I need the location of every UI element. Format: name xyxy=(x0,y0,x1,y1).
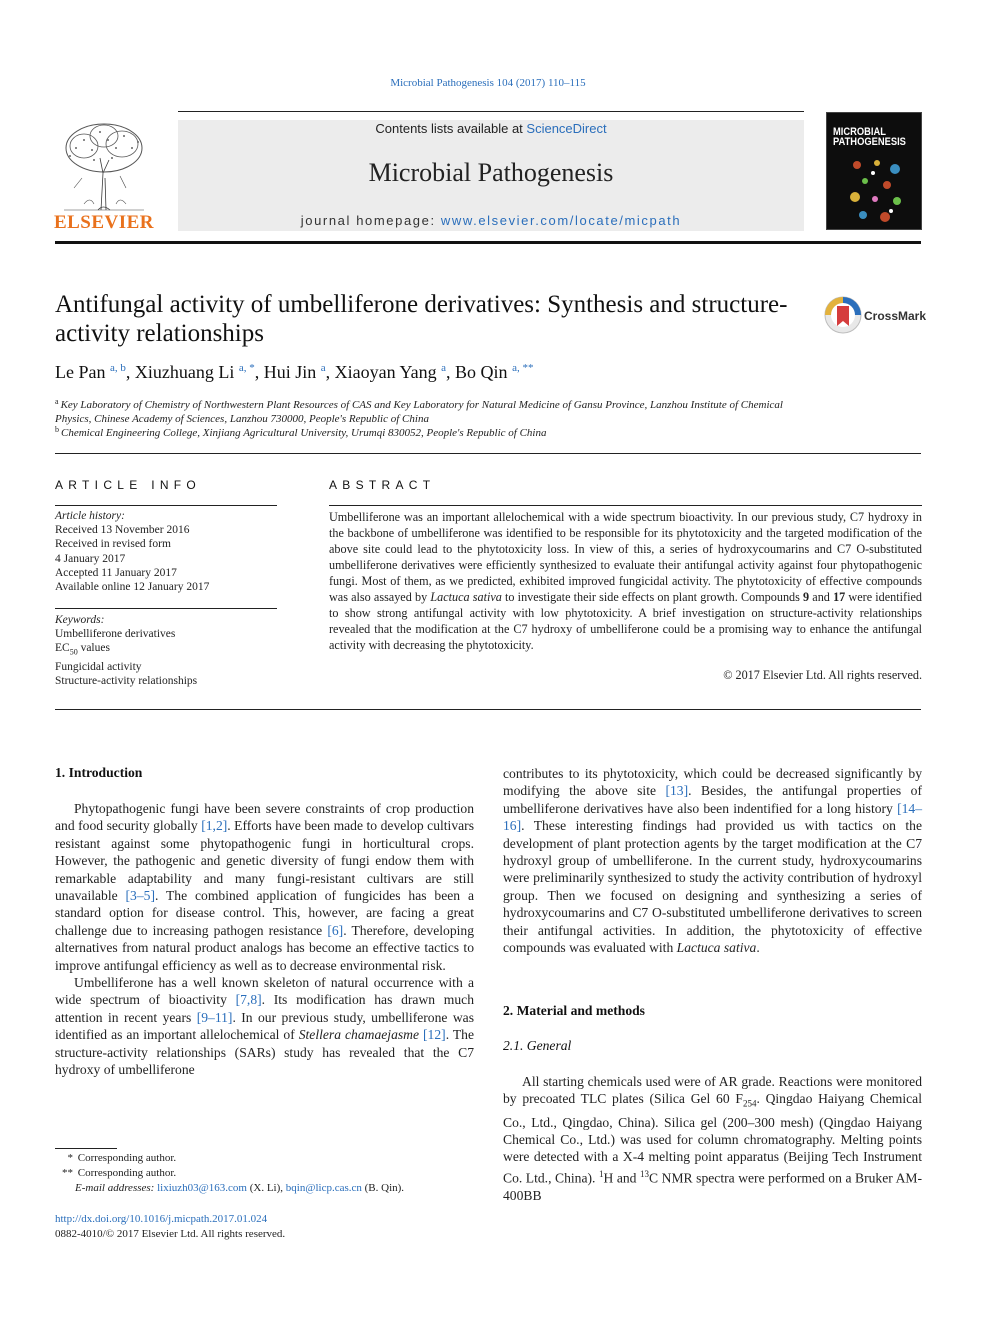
history-label: Article history: xyxy=(55,510,125,522)
species-name: Stellera chamaejasme xyxy=(298,1027,420,1043)
affiliation-text: Key Laboratory of Chemistry of Northwestern Plant Resources of CAS and Key Laboratory for Natural Medicine of Gansu Province, Lanzhou Institute of Chemical Physics, Chinese Academy of Sciences, Lanzhou 730000, People's Republic of China xyxy=(55,399,783,425)
body-right-column xyxy=(503,765,922,956)
issn-copyright: 0882-4010/© 2017 Elsevier Ltd. All rights reserved. xyxy=(55,1228,286,1240)
reference-link[interactable]: [14–16] xyxy=(503,800,922,834)
author-separator: , xyxy=(446,362,456,382)
journal-name: Microbial Pathogenesis xyxy=(368,158,614,187)
author-bo-qin[interactable] xyxy=(455,362,533,382)
keywords-rule xyxy=(55,608,277,609)
author-name: Xiaoyan Yang xyxy=(334,362,437,382)
text-run: H and xyxy=(603,1170,641,1186)
history-online: Available online 12 January 2017 xyxy=(55,581,210,594)
author-name: Bo Qin xyxy=(455,362,508,382)
header-rule xyxy=(178,111,804,112)
contents-prefix: Contents lists available at xyxy=(375,121,527,136)
text-run: . In our previous study, umbelliferone was identified as an important allelochemical of xyxy=(55,1009,474,1043)
affiliation-mark: b xyxy=(55,425,59,434)
body-left-column xyxy=(55,800,474,1079)
article-identifiers xyxy=(55,1212,475,1242)
abstract-rule xyxy=(329,505,922,506)
footnote-corresponding-2 xyxy=(55,1166,475,1181)
journal-citation[interactable]: Microbial Pathogenesis 104 (2017) 110–115 xyxy=(390,77,586,89)
keyword-item xyxy=(55,641,277,660)
journal-homepage-line xyxy=(178,213,804,228)
author-xiuzhuang-li[interactable] xyxy=(135,362,255,382)
crossmark-icon xyxy=(824,296,862,334)
doi-link[interactable]: http://dx.doi.org/10.1016/j.micpath.2017.01.024 xyxy=(55,1213,268,1225)
methods-paragraph-1 xyxy=(503,1073,922,1204)
author-separator: , xyxy=(125,362,135,382)
reference-link[interactable]: [6] xyxy=(327,922,344,938)
section-1-title: 1. Introduction xyxy=(55,765,143,780)
affiliation-b xyxy=(55,423,815,440)
abstract-end-rule xyxy=(55,709,921,710)
author-affil-mark[interactable]: a, * xyxy=(238,362,255,374)
affiliation-text: Chemical Engineering College, Xinjiang Agricultural University, Urumqi 830052, People's Republic of China xyxy=(61,427,547,439)
header-thick-rule xyxy=(55,241,921,244)
cover-microbe-art-icon xyxy=(847,155,905,225)
compound-9: 9 xyxy=(803,590,810,604)
keyword-item: Umbelliferone derivatives xyxy=(55,628,176,641)
email-link-qin[interactable]: bqin@licp.cas.cn xyxy=(285,1182,362,1194)
author-separator: , xyxy=(254,362,264,382)
text-run: . Qingdao Haiyang Chemical Co., Ltd., Qingdao, China). Silica gel (200–300 mesh) (Qingdao Haiyang Chemical Co., Ltd.) was used for column chromatography. Melting points were detected with a X-4 melting point apparatus (Beijing Tech Instrument Co. Ltd., China). xyxy=(503,1091,922,1186)
author-name: Hui Jin xyxy=(263,362,317,382)
elsevier-logo[interactable] xyxy=(52,118,156,233)
cover-title xyxy=(833,127,906,147)
section-2-title: 2. Material and methods xyxy=(503,1003,645,1018)
sciencedirect-link[interactable]: ScienceDirect xyxy=(526,121,607,136)
abstract-text xyxy=(329,509,922,653)
text-run: . The combined application of fungicides has been a standard option for disease control. This, however, are facing a great challenge due to increasing pathogen resistance xyxy=(55,888,474,938)
contents-available-line xyxy=(178,121,804,136)
text-run: . Besides, the antifungal properties of umbelliferone derivatives have also been indentified for a long history xyxy=(503,783,922,816)
reference-link[interactable]: [7,8] xyxy=(235,992,262,1008)
section-2-1-title: 2.1. General xyxy=(503,1038,572,1053)
text-run: . xyxy=(756,940,760,956)
text-run: Umbelliferone has a well known skeleton of natural occurrence with a wide spectrum of bioactivity xyxy=(55,975,474,1008)
email-label: E-mail addresses: xyxy=(75,1182,155,1194)
footnote-mark: ** xyxy=(62,1167,73,1179)
journal-homepage-link[interactable]: www.elsevier.com/locate/micpath xyxy=(440,213,682,228)
email-owner: (B. Qin). xyxy=(361,1182,405,1194)
history-received: Received 13 November 2016 xyxy=(55,524,190,537)
text-run: . The structure-activity relationships (SARs) study has revealed that the C7 hydroxy of umbelliferone xyxy=(55,1027,474,1078)
abstract-part: were identified to show strong antifungal activity with low phytotoxicity. A brief investigation on structure-activity relationships revealed that the modification at the C7 hydroxy of umbelliferone could be a promising way to enhance the antifungal activity with decreasing the phytotoxicity. xyxy=(329,590,922,652)
abstract-species: Lactuca sativa xyxy=(430,590,502,604)
keyword-item: Fungicidal activity xyxy=(55,660,142,673)
text-run: Phytopathogenic fungi have been severe constraints of crop production and food security globally xyxy=(55,801,474,834)
footnote-mark: * xyxy=(67,1152,73,1164)
footnotes xyxy=(55,1151,475,1196)
intro-paragraph-3 xyxy=(503,765,922,956)
footnote-emails xyxy=(55,1181,475,1196)
abstract-part: Umbelliferone was an important allelochemical with a wide spectrum bioactivity. In our previous study, C7 hydroxy in the backbone of umbelliferone was identified to be responsible for its phytotoxicity and the targeted modification of the above site could lead to the phytotoxicity loss. In view of this, a series of hydroxycoumarins and C7 O-substituted umbelliferone derivatives were efficiently synthesized to evaluate their antifungal activity against four phytopathogenic fungi. Most of them, as we predicted, exhibited improved fungicidal activity. The phytotoxicity of effective compounds was also assayed by xyxy=(329,510,922,604)
reference-link[interactable]: [9–11] xyxy=(196,1009,233,1025)
crossmark-badge[interactable] xyxy=(824,296,927,336)
author-affil-mark[interactable]: a, b xyxy=(109,362,126,374)
journal-cover[interactable] xyxy=(826,112,922,230)
history-revised-date: 4 January 2017 xyxy=(55,552,126,565)
affiliation-rule xyxy=(55,453,921,454)
article-info-heading: ARTICLE INFO xyxy=(55,478,202,492)
history-revised-label: Received in revised form xyxy=(55,538,171,551)
keyword-item: Structure-activity relationships xyxy=(55,675,198,688)
author-separator: , xyxy=(325,362,335,382)
text-run: . Its modification has drawn much attention in recent years xyxy=(55,992,474,1025)
crossmark-label: CrossMark xyxy=(864,309,927,323)
author-list xyxy=(55,362,915,383)
compound-17: 17 xyxy=(833,590,846,604)
footnote-text: Corresponding author. xyxy=(77,1167,177,1179)
affiliation-mark: a xyxy=(55,397,59,406)
article-title: Antifungal activity of umbelliferone derivatives: Synthesis and structure-activity relationships xyxy=(55,291,788,347)
journal-masthead xyxy=(178,120,804,231)
keyword-subscript: 50 xyxy=(69,647,78,657)
reference-link[interactable]: [1,2] xyxy=(201,818,228,834)
footnote-rule xyxy=(55,1148,117,1149)
text-run: . Efforts have been made to develop cultivars resistant against some phytopathogenic fungi in horticultural crops. However, the pathogenic and genetic diversity of fungi endow them with remarkable adaptability and many fungi-resistant cultivars are still unavailable xyxy=(55,818,474,904)
cover-title-line1: MICROBIAL xyxy=(833,126,886,138)
author-le-pan[interactable] xyxy=(55,362,126,382)
article-info-rule xyxy=(55,505,277,506)
author-affil-mark[interactable]: a xyxy=(320,362,326,374)
author-hui-jin[interactable] xyxy=(264,362,326,382)
species-name: Lactuca sativa xyxy=(676,940,757,956)
abstract-part: and xyxy=(809,590,834,604)
email-owner: (X. Li), xyxy=(246,1182,286,1194)
author-name: Le Pan xyxy=(55,362,106,382)
text-run: . Therefore, developing alternatives from natural product analogs has become an effective tactics to improve antifungal efficiency as well as to decrease environmental risk. xyxy=(55,922,474,973)
reference-link[interactable]: [3–5] xyxy=(125,888,155,904)
author-name: Xiuzhuang Li xyxy=(134,362,235,382)
keywords-label: Keywords: xyxy=(55,614,105,626)
author-affil-mark[interactable]: a xyxy=(441,362,447,374)
general-methods-text xyxy=(503,1073,922,1204)
abstract-heading: ABSTRACT xyxy=(329,478,436,492)
keyword-values: values xyxy=(77,642,110,655)
text-run: . These interesting findings had provided us with tactics on the development of plant protection agents by the target modification at the C7 hydroxyl group of umbelliferone. In the current study, hydroxycoumarins were preliminarily synthesized to study the activity contribution of hydroxyl group. Then we focused on designing and synthesizing a series of hydroxycoumarins and C7 O-substituted umbelliferone derivatives to screen their antifungal activities. In addition, the phytotoxicity of effective compounds was evaluated with xyxy=(503,818,922,956)
cover-title-line2: PATHOGENESIS xyxy=(833,136,906,148)
affiliation-a xyxy=(55,395,815,426)
elsevier-wordmark: ELSEVIER xyxy=(53,212,155,233)
text-run: C NMR spectra were performed on a Bruker AM-400BB xyxy=(503,1170,923,1203)
abstract-part: to investigate their side effects on plant growth. Compounds xyxy=(501,590,804,604)
intro-paragraph-2 xyxy=(55,974,474,1078)
intro-paragraph-1 xyxy=(55,800,474,974)
history-accepted: Accepted 11 January 2017 xyxy=(55,566,177,579)
reference-link[interactable]: [13] xyxy=(665,783,689,799)
superscript: 1 xyxy=(598,1168,604,1179)
footnote-corresponding-1 xyxy=(55,1151,475,1166)
reference-link[interactable]: [12] xyxy=(423,1027,446,1043)
superscript: 13 xyxy=(640,1168,650,1179)
author-affil-mark[interactable]: a, ** xyxy=(512,362,534,374)
footnote-text: Corresponding author. xyxy=(77,1152,177,1164)
email-link-li[interactable]: lixiuzh03@163.com xyxy=(157,1182,247,1194)
homepage-prefix: journal homepage: xyxy=(300,213,441,228)
abstract-copyright: © 2017 Elsevier Ltd. All rights reserved. xyxy=(723,668,922,682)
article-history xyxy=(55,509,277,594)
text-run: All starting chemicals used were of AR grade. Reactions were monitored by precoated TLC plates (Silica Gel 60 F xyxy=(503,1074,922,1107)
elsevier-tree-icon xyxy=(54,118,154,214)
text-run: contributes to its phytotoxicity, which could be decreased significantly by modifying the above site xyxy=(503,766,922,799)
keywords xyxy=(55,613,277,688)
subscript: 254 xyxy=(742,1099,757,1110)
keyword-ec: EC xyxy=(55,642,70,655)
author-xiaoyan-yang[interactable] xyxy=(335,362,446,382)
